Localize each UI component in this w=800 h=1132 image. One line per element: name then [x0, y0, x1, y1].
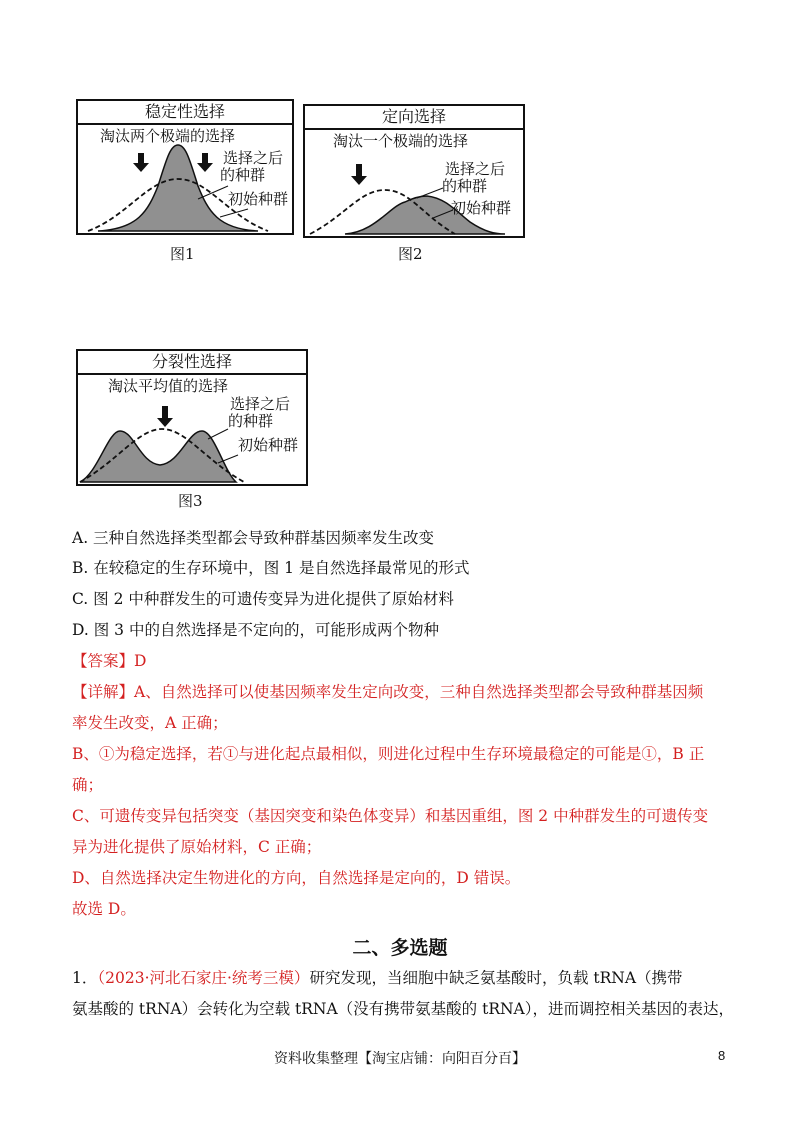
explanation-line: B、①为稳定选择，若①与进化起点最相似，则进化过程中生存环境最稳定的可能是①，B 正 — [72, 745, 705, 763]
page-footer: 资料收集整理【淘宝店铺：向阳百分百】 — [274, 1051, 526, 1067]
explanation-line: 率发生改变，A 正确； — [72, 714, 228, 732]
figure-3-after-label-1: 选择之后 — [230, 395, 291, 413]
question-number: 1． — [72, 969, 98, 987]
option-d: D. 图 3 中的自然选择是不定向的，可能形成两个物种 — [72, 621, 439, 639]
figure-3-title: 分裂性选择 — [78, 351, 306, 375]
figure-3-initial-label: 初始种群 — [238, 436, 299, 454]
question-line-2: 氨基酸的 tRNA）会转化为空载 tRNA（没有携带氨基酸的 tRNA），进而调控相关基因的表达， — [72, 1000, 734, 1018]
figure-2-after-label-1: 选择之后 — [445, 160, 506, 178]
figure-1-title: 稳定性选择 — [78, 101, 292, 125]
down-arrow-icon — [157, 406, 173, 427]
figure-3-panel — [76, 349, 308, 486]
section-title: 二、多选题 — [352, 937, 448, 959]
figure-3-caption: 图3 — [178, 492, 203, 510]
explanation-line: 异为进化提供了原始材料，C 正确； — [72, 838, 322, 856]
figure-1-caption: 图1 — [170, 245, 195, 263]
explanation-line: 【详解】A、自然选择可以使基因频率发生定向改变，三种自然选择类型都会导致种群基因频 — [72, 683, 704, 701]
figure-1-initial-label: 初始种群 — [228, 190, 289, 208]
figure-1-panel — [76, 99, 294, 235]
figure-2-panel — [303, 104, 525, 238]
explanation-line: C、可遗传变异包括突变（基因突变和染色体变异）和基因重组，图 2 中种群发生的可遗传变 — [72, 807, 709, 825]
answer: 【答案】D — [72, 652, 147, 670]
down-arrow-icon — [197, 153, 213, 172]
question-text: 研究发现，当细胞中缺乏氨基酸时，负载 tRNA（携带 — [309, 969, 683, 987]
explanation-line: D、自然选择决定生物进化的方向，自然选择是定向的，D 错误。 — [72, 869, 521, 887]
question-source: （2023·河北石家庄·统考三模） — [97, 969, 310, 987]
figure-3-after-label-2: 的种群 — [228, 412, 274, 430]
figure-1-after-label-2: 的种群 — [220, 166, 266, 184]
option-b: B. 在较稳定的生存环境中，图 1 是自然选择最常见的形式 — [72, 559, 470, 577]
explanation-line: 故选 D。 — [72, 900, 136, 918]
option-c: C. 图 2 中种群发生的可遗传变异为进化提供了原始材料 — [72, 590, 454, 608]
down-arrow-icon — [133, 153, 149, 172]
down-arrow-icon — [351, 164, 367, 185]
figure-3-subtitle: 淘汰平均值的选择 — [108, 377, 229, 395]
figure-1-after-label-1: 选择之后 — [223, 149, 284, 167]
figure-1-subtitle: 淘汰两个极端的选择 — [100, 127, 236, 145]
figure-2-initial-label: 初始种群 — [451, 199, 512, 217]
figure-2-title: 定向选择 — [305, 106, 523, 130]
figure-2-subtitle: 淘汰一个极端的选择 — [333, 132, 469, 150]
figure-2-caption: 图2 — [398, 245, 423, 263]
after-selection-curve — [80, 431, 236, 482]
option-a: A. 三种自然选择类型都会导致种群基因频率发生改变 — [72, 529, 435, 547]
page-number: 8 — [718, 1048, 726, 1063]
question-line-1 — [72, 967, 683, 989]
figure-2-after-label-2: 的种群 — [442, 177, 488, 195]
explanation-line: 确； — [72, 776, 104, 794]
